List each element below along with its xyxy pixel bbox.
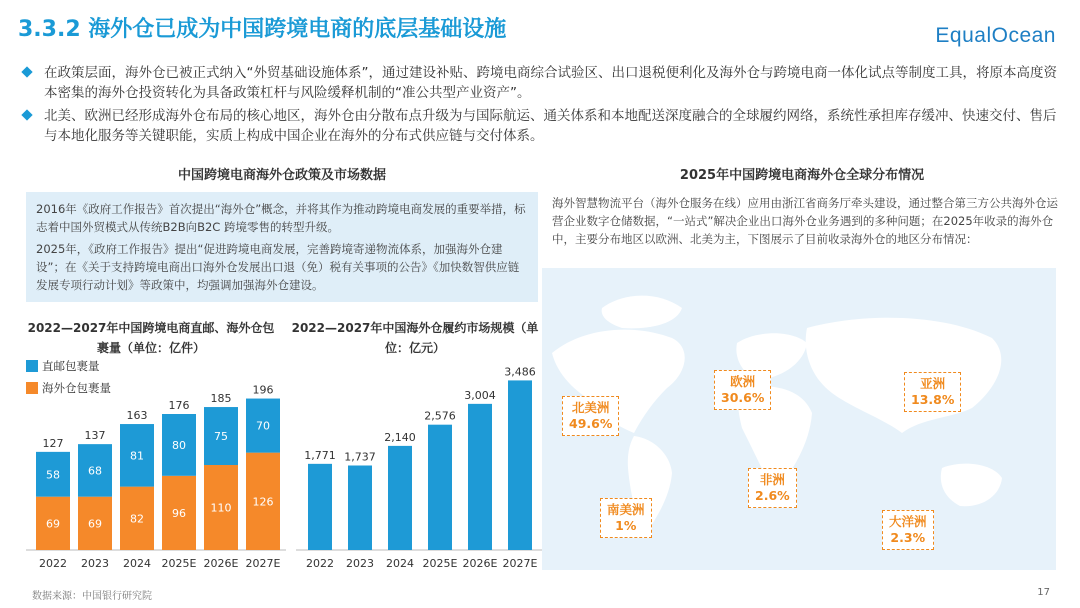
region-label-asia: 亚洲 13.8% xyxy=(904,372,961,412)
data-label: 110 xyxy=(210,501,232,515)
tick-label: 2027E xyxy=(245,557,281,570)
data-label: 81 xyxy=(130,449,144,463)
total-label: 127 xyxy=(42,436,64,450)
parcel-stacked-bar-chart xyxy=(26,380,286,575)
market-size-bar-chart xyxy=(296,362,542,575)
region-label-south-america: 南美洲 1% xyxy=(600,498,652,538)
data-label: 69 xyxy=(46,517,60,531)
data-label: 3,004 xyxy=(464,388,496,402)
tick-label: 2027E xyxy=(502,557,538,570)
total-label: 163 xyxy=(126,409,148,423)
data-label: 2,140 xyxy=(384,430,416,444)
legend-item: 海外仓包裹量 xyxy=(26,380,111,396)
diamond-icon xyxy=(21,66,32,77)
data-label: 58 xyxy=(46,468,60,482)
legend-swatch xyxy=(26,360,38,372)
tick-label: 2026E xyxy=(462,557,498,570)
total-label: 176 xyxy=(168,399,190,412)
data-label: 96 xyxy=(172,506,186,520)
bullet-item: 在政策层面，海外仓已被正式纳入“外贸基础设施体系”，通过建设补贴、跨境电商综合试验区、出口退税便利化及海外仓与跨境电商一体化试点等制度工具，将原本高度资本密集的海外仓投资转化为具备政策杠杆与风险缓释机制的“准公共型产业资产”。 xyxy=(22,63,1062,103)
region-label-oceania: 大洋洲 2.3% xyxy=(882,510,934,550)
equalocean-logo: EqualOcean xyxy=(935,24,1056,47)
tick-label: 2023 xyxy=(81,557,109,570)
tick-label: 2024 xyxy=(386,557,414,570)
policy-info-box xyxy=(26,192,538,302)
map-description: 海外智慧物流平台（海外仓服务在线）应用由浙江省商务厅牵头建设，通过整合第三方公共海外仓运营企业数字仓储数据，“一站式”解决企业出口海外仓业务遇到的多种问题；在2025年收录的海外仓中，主要分布地区以欧洲、北美为主，下图展示了目前收录海外仓的地区分布情况： xyxy=(552,196,1058,246)
parcel-chart-title: 2022—2027年中国跨境电商直邮、海外仓包裹量（单位：亿件） xyxy=(27,321,275,355)
tick-label: 2023 xyxy=(346,557,374,570)
data-label: 3,486 xyxy=(504,365,536,379)
bar-market-size xyxy=(428,425,452,550)
data-source: 数据来源：中国银行研究院 xyxy=(32,591,152,602)
bullet-list xyxy=(22,63,1062,149)
bar-market-size xyxy=(388,446,412,550)
page-title: 3.3.2 海外仓已成为中国跨境电商的底层基础设施 xyxy=(18,17,507,42)
bar-market-size xyxy=(508,380,532,550)
left-panel-title: 中国跨境电商海外仓政策及市场数据 xyxy=(177,168,386,183)
data-label: 80 xyxy=(172,438,186,452)
bar-market-size xyxy=(468,404,492,550)
right-panel-title: 2025年中国跨境电商海外仓全球分布情况 xyxy=(679,168,925,183)
data-label: 69 xyxy=(88,517,102,531)
policy-paragraph: 2025年，《政府工作报告》提出“促进跨境电商发展，完善跨境寄递物流体系，加强海外仓建设”；在《关于支持跨境电商出口海外仓发展出口退（免）税有关事项的公告》《加快数智供应链发展专项行动计划》等政策中，均强调加强海外仓建设。 xyxy=(36,242,520,292)
bar-market-size xyxy=(348,465,372,550)
diamond-icon xyxy=(21,109,32,120)
data-label: 1,737 xyxy=(344,450,376,464)
total-label: 185 xyxy=(210,392,232,406)
legend-item: 直邮包裹量 xyxy=(26,358,111,374)
data-label: 70 xyxy=(256,419,270,433)
total-label: 137 xyxy=(84,429,106,443)
market-chart-title: 2022—2027年中国海外仓履约市场规模（单位：亿元） xyxy=(291,321,539,355)
policy-paragraph: 2016年《政府工作报告》首次提出“海外仓”概念，并将其作为推动跨境电商发展的重要举措，标志着中国外贸模式从传统B2B向B2C 跨境零售的转型升级。 xyxy=(36,202,526,234)
data-label: 82 xyxy=(130,512,144,526)
data-label: 1,771 xyxy=(304,448,336,462)
world-map xyxy=(542,268,1056,570)
data-label: 68 xyxy=(88,464,102,478)
tick-label: 2022 xyxy=(39,557,67,570)
tick-label: 2026E xyxy=(203,557,239,570)
total-label: 196 xyxy=(252,383,274,397)
region-label-north-america: 北美洲 49.6% xyxy=(562,396,619,436)
page-number: 17 xyxy=(1037,587,1050,598)
data-label: 2,576 xyxy=(424,409,456,423)
region-label-europe: 欧洲 30.6% xyxy=(714,370,771,410)
bar-market-size xyxy=(308,464,332,550)
data-label: 126 xyxy=(252,495,274,509)
data-label: 75 xyxy=(214,430,228,444)
tick-label: 2022 xyxy=(306,557,334,570)
tick-label: 2025E xyxy=(422,557,458,570)
region-label-africa: 非洲 2.6% xyxy=(748,468,797,508)
tick-label: 2024 xyxy=(123,557,151,570)
bullet-item: 北美、欧洲已经形成海外仓布局的核心地区，海外仓由分散布点升级为与国际航运、通关体系和本地配送深度融合的全球履约网络，系统性承担库存缓冲、快速交付、售后与本地化服务等关键职能，实质上构成中国企业在海外的分布式供应链与交付体系。 xyxy=(22,106,1062,146)
tick-label: 2025E xyxy=(161,557,197,570)
